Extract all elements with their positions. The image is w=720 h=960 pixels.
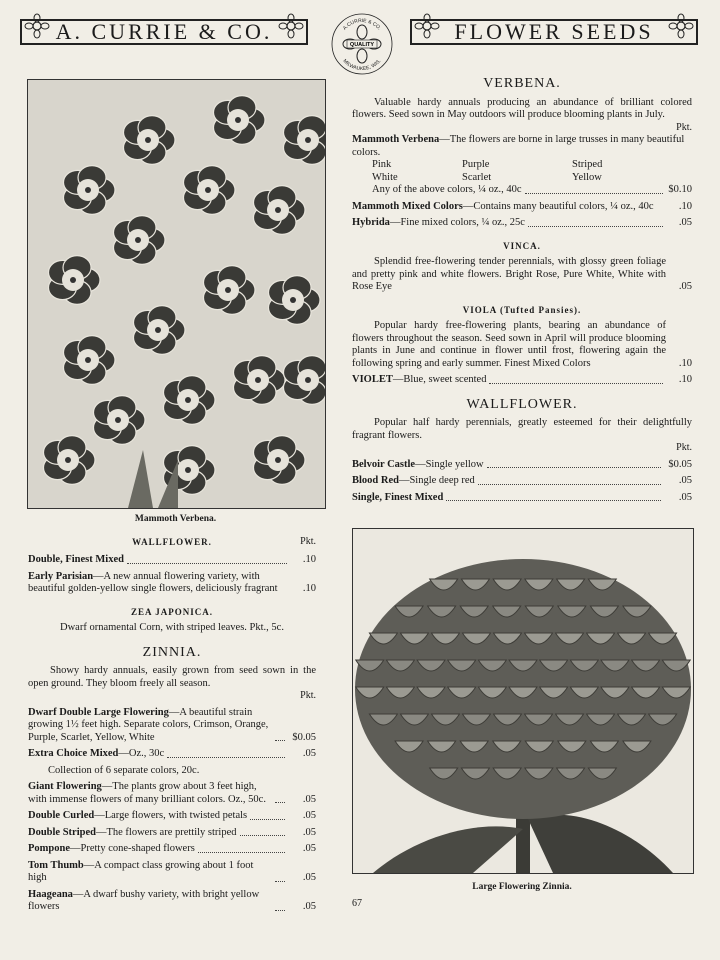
list-item: Early Parisian—A new annual flowering variety, with beautiful golden-yellow single flowers, deliciously fragrant .10 [28,570,316,594]
zinnia-list [28,707,316,914]
list-item: Extra Choice Mixed—Oz., 30c .05 [28,748,316,759]
right-text-column [352,78,692,504]
company-name: A. CURRIE & CO. [55,19,273,44]
viola-title: VIOLA (Tufted Pansies). [462,304,582,315]
left-text-column [28,536,316,914]
svg-text:A.CURRIE & CO.: A.CURRIE & CO. [341,17,383,32]
list-item: Blood Red—Single deep red .05 [352,475,692,486]
list-item: Tom Thumb—A compact class growing about 1 foot high .05 [28,859,316,883]
header-left-banner [20,19,308,45]
list-item: Haageana—A dwarf bushy variety, with bright yellow flowers .05 [28,888,316,912]
verbena-intro: Valuable hardy annuals producing an abundance of brilliant colored flowers. Seed sown in May outdoors will produce blooming plants in July. [352,96,692,120]
page-header [20,12,698,73]
list-item: Dwarf Double Large Flowering—A beautiful strain growing 1½ feet high. Separate colors, Crimson, Orange, Purple, Scarlet, Yellow, White $0.05 [28,706,316,743]
svg-text:MILWAUKEE, WIS.: MILWAUKEE, WIS. [341,58,383,73]
list-item: Single, Finest Mixed .05 [352,491,692,503]
viola-text: Popular hardy free-flowering plants, bearing an abundance of flowers throughout the season. Seed sown in April will produce blooming plants in June and continue in flower until frost, flowering again the following spring and early summer. Finest Mixed Colors .10 [352,320,692,369]
list-item: Double Curled—Large flowers, with twisted petals .05 [28,810,316,821]
wallflower-intro: Popular half hardy perennials, greatly esteemed for their delightfully fragrant flowers. [352,417,692,441]
list-item: Double Striped—The flowers are prettily striped .05 [28,826,316,838]
verbena-caption: Mammoth Verbena. [134,514,217,524]
zinnia-intro: Showy hardy annuals, easily grown from seed sown in the open ground. They bloom freely all season. [28,665,316,689]
vinca-text: Splendid free-flowering tender perennials, with glossy green foliage and pretty pink and white flowers. Bright Rose, Pure White, White with Rose Eye .05 [352,256,692,292]
list-item: Belvoir Castle—Single yellow $0.05 [352,458,692,470]
vinca-title: VINCA. [503,240,541,251]
rosette-icon [668,13,694,39]
list-item: VIOLET —Blue, sweet scented .10 [352,374,692,385]
verbena-title: VERBENA. [483,76,561,91]
wallflower-title-left: WALLFLOWER. [132,537,212,547]
verbena-floret [283,356,325,405]
pkt-label: Pkt. [300,690,316,701]
svg-text:QUALITY: QUALITY [349,42,375,48]
zea-text: Dwarf ornamental Corn, with striped leaves. Pkt., 5c. [60,622,284,633]
verbena-colors: Pink Purple Striped White Scarlet Yellow [372,159,603,183]
wallflower-list [352,459,692,505]
list-item: Giant Flowering—The plants grow about 3 feet high, with immense flowers of many brilliant colors. Oz., 50c. .05 [28,781,316,805]
zinnia-flower-image [353,529,693,873]
zinnia-caption: Large Flowering Zinnia. [472,882,572,892]
list-item: Mammoth Verbena—The flowers are borne in large trusses in many beautiful colors. [352,134,685,158]
pkt-label: Pkt. [300,536,316,547]
zinnia-title: ZINNIA. [142,644,202,660]
quality-seal [330,12,394,76]
list-item: Pompone—Pretty cone-shaped flowers .05 [28,843,316,854]
verbena-floret [283,116,325,165]
header-right-banner [410,19,698,45]
list-item: Any of the above colors, ¼ oz., 40c $0.10 [372,184,692,195]
list-item: Hybrida —Fine mixed colors, ¼ oz., 25c .05 [352,217,692,228]
rosette-icon [278,13,304,39]
list-item: Double, Finest Mixed .10 [28,554,316,565]
pkt-label: Pkt. [676,121,692,133]
page-number: 67 [352,898,362,909]
list-item: Mammoth Mixed Colors—Contains many beautiful colors, ¼ oz., 40c .10 [352,200,692,212]
zea-title: ZEA JAPONICA. [130,606,213,617]
rosette-icon [414,13,440,39]
list-item: Collection of 6 separate colors, 20c. [48,764,200,776]
zinnia-photo [352,528,694,874]
header-category: FLOWER SEEDS [454,19,654,44]
rosette-icon [24,13,50,39]
verbena-photo [27,79,326,509]
verbena-flowers-image [28,80,325,508]
wallflower-title-right: WALLFLOWER. [466,396,578,412]
pkt-label: Pkt. [676,442,692,453]
